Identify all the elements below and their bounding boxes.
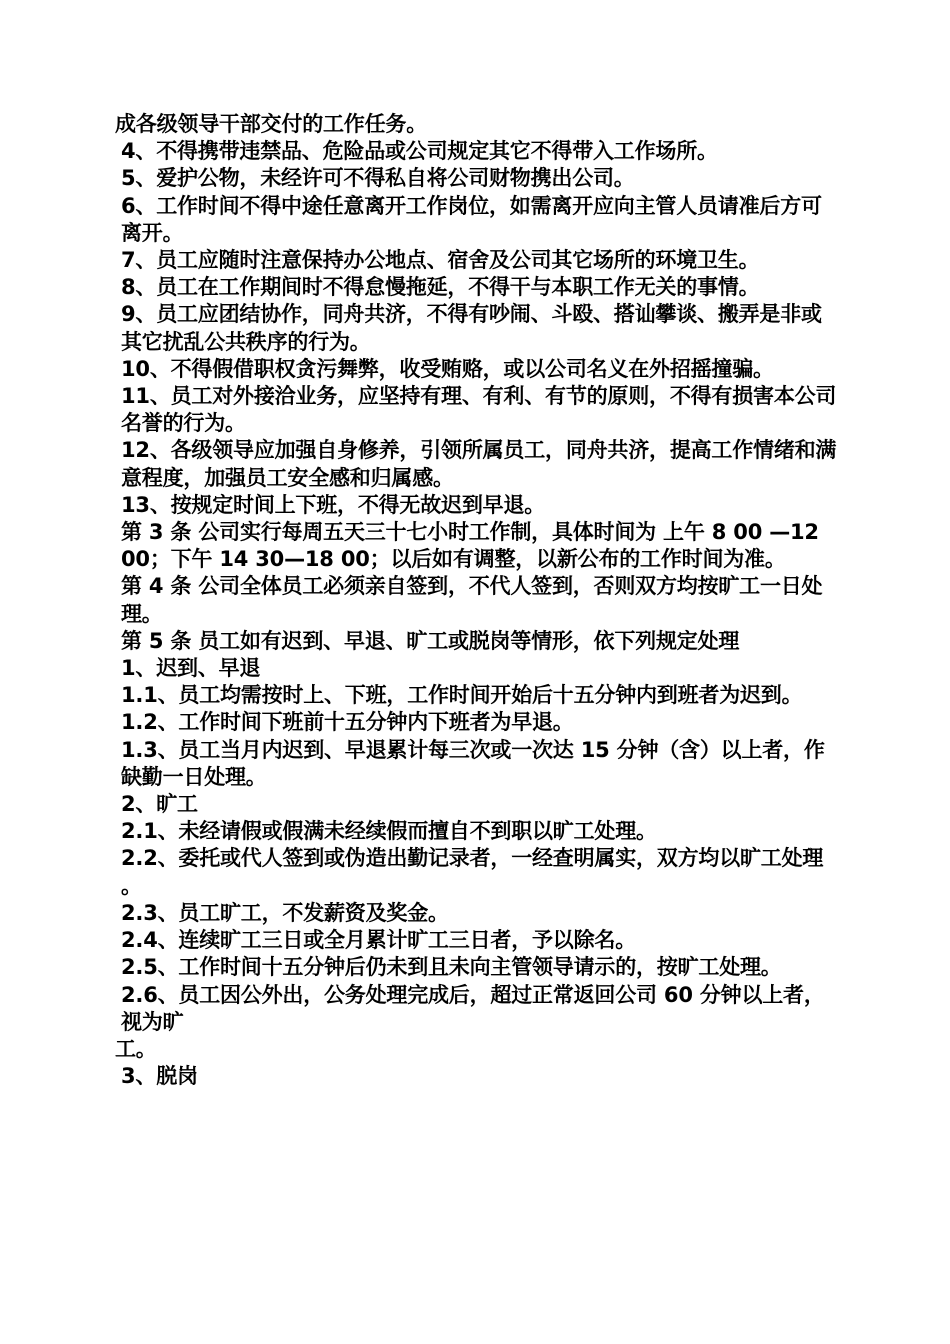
section-heading-absence: 2、旷工: [121, 792, 198, 817]
rule-2-5: 2.5、工作时间十五分钟后仍未到且未向主管领导请示的，按旷工处理。: [121, 955, 782, 980]
paragraph-5: 7、员工应随时注意保持办公地点、宿舍及公司其它场所的环境卫生。: [121, 248, 760, 273]
section-heading-leave-post: 3、脱岗: [121, 1064, 198, 1089]
paragraph-1: 成各级领导干部交付的工作任务。: [115, 112, 427, 136]
paragraph-10: 12、各级领导应加强自身修养，引领所属员工，同舟共济，提高工作情绪和满意程度，加强员工安全感和归属感。: [121, 438, 837, 490]
section-heading-late-early: 1、迟到、早退: [121, 656, 261, 681]
paragraph-4: 6、工作时间不得中途任意离开工作岗位，如需离开应向主管人员请准后方可离开。: [121, 193, 822, 245]
rule-1-2: 1.2、工作时间下班前十五分钟内下班者为早退。: [121, 710, 574, 735]
rule-2-3: 2.3、员工旷工，不发薪资及奖金。: [121, 900, 449, 925]
document-page: [115, 111, 840, 1090]
rule-2-1: 2.1、未经请假或假满未经续假而擅自不到职以旷工处理。: [121, 819, 657, 844]
article-4: 第 4 条 公司全体员工必须亲自签到，不代人签到，否则双方均按旷工一日处理。: [121, 574, 823, 626]
paragraph-7: 9、员工应团结协作，同舟共济，不得有吵闹、斗殴、搭讪攀谈、搬弄是非或其它扰乱公共秩序的行为。: [121, 302, 822, 354]
paragraph-11: 13、按规定时间上下班，不得无故迟到早退。: [121, 492, 546, 517]
rule-2-2: 2.2、委托或代人签到或伪造出勤记录者，一经查明属实，双方均以旷工处理。: [121, 846, 824, 898]
rule-1-1: 1.1、员工均需按时上、下班，工作时间开始后十五分钟内到班者为迟到。: [121, 683, 803, 708]
paragraph-3: 5、爱护公物，未经许可不得私自将公司财物携出公司。: [121, 166, 635, 191]
article-3: 第 3 条 公司实行每周五天三十七小时工作制，具体时间为 上午 8 00 —12 00；下午 14 30—18 00；以后如有调整，以新公布的工作时间为准。: [121, 520, 826, 572]
paragraph-8: 10、不得假借职权贪污舞弊，收受贿赂，或以公司名义在外招摇撞骗。: [121, 356, 774, 381]
paragraph-6: 8、员工在工作期间时不得怠慢拖延，不得干与本职工作无关的事情。: [121, 275, 760, 300]
rule-1-3: 1.3、员工当月内迟到、早退累计每三次或一次达 15 分钟（含）以上者，作缺勤一日处理。: [121, 737, 825, 789]
paragraph-2: 4、不得携带违禁品、危险品或公司规定其它不得带入工作场所。: [121, 139, 718, 164]
rule-2-4: 2.4、连续旷工三日或全月累计旷工三日者，予以除名。: [121, 928, 636, 953]
rule-2-6: 2.6、员工因公外出，公务处理完成后，超过正常返回公司 60 分钟以上者，视为旷: [121, 982, 825, 1034]
article-5: 第 5 条 员工如有迟到、早退、旷工或脱岗等情形，依下列规定处理: [121, 628, 740, 653]
rule-2-6-continuation: 工。: [115, 1036, 157, 1061]
paragraph-9: 11、员工对外接洽业务，应坚持有理、有利、有节的原则，不得有损害本公司名誉的行为。: [121, 384, 837, 436]
